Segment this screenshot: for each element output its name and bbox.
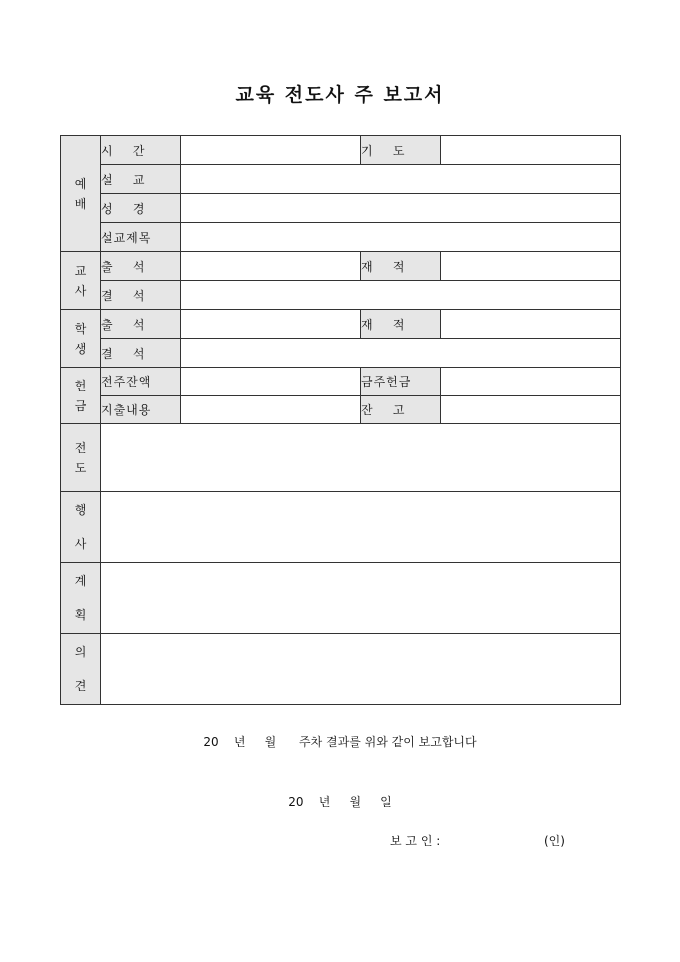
label-this-week-cash: 금주헌금 [361, 368, 441, 396]
label-scripture: 성 경 [101, 194, 181, 223]
row-scripture [61, 194, 621, 223]
label-teacher-absent: 결 석 [101, 281, 181, 310]
label-time: 시 간 [101, 136, 181, 165]
row-teacher-attend [61, 252, 621, 281]
balance-field[interactable] [441, 396, 621, 424]
sermon-title-field[interactable] [181, 223, 621, 252]
label-student-enrolled: 재 적 [361, 310, 441, 339]
label-prayer: 기 도 [361, 136, 441, 165]
row-expenses [61, 396, 621, 424]
prev-balance-field[interactable] [181, 368, 361, 396]
reporter-label: 보 고 인 : [390, 834, 441, 848]
section-opinion: 의 견 [61, 634, 101, 705]
label-teacher-enrolled: 재 적 [361, 252, 441, 281]
teacher-enrolled-field[interactable] [441, 252, 621, 281]
label-student-attend: 출 석 [101, 310, 181, 339]
student-enrolled-field[interactable] [441, 310, 621, 339]
teacher-absent-field[interactable] [181, 281, 621, 310]
row-student-attend [61, 310, 621, 339]
report-statement: 20 년 월 주차 결과를 위와 같이 보고합니다 [203, 735, 477, 749]
row-evangelism [61, 424, 621, 492]
teacher-attend-field[interactable] [181, 252, 361, 281]
this-week-cash-field[interactable] [441, 368, 621, 396]
label-sermon-title: 설교제목 [101, 223, 181, 252]
sermon-field[interactable] [181, 165, 621, 194]
label-balance: 잔 고 [361, 396, 441, 424]
section-student: 학 생 [61, 310, 101, 368]
label-prev-balance: 전주잔액 [101, 368, 181, 396]
report-date: 20 년 월 일 [288, 795, 392, 809]
label-sermon: 설 교 [101, 165, 181, 194]
row-sermon [61, 165, 621, 194]
scripture-field[interactable] [181, 194, 621, 223]
label-student-absent: 결 석 [101, 339, 181, 368]
plan-field[interactable] [101, 563, 621, 634]
student-absent-field[interactable] [181, 339, 621, 368]
events-field[interactable] [101, 492, 621, 563]
prayer-field[interactable] [441, 136, 621, 165]
row-student-absent [61, 339, 621, 368]
label-teacher-attend: 출 석 [101, 252, 181, 281]
section-teacher: 교 사 [61, 252, 101, 310]
row-events [61, 492, 621, 563]
time-field[interactable] [181, 136, 361, 165]
report-form-table [60, 135, 621, 705]
label-expenses: 지출내용 [101, 396, 181, 424]
section-worship: 예 배 [61, 136, 101, 252]
section-events: 행 사 [61, 492, 101, 563]
page-title: 교육 전도사 주 보고서 [235, 84, 445, 106]
opinion-field[interactable] [101, 634, 621, 705]
row-teacher-absent [61, 281, 621, 310]
section-plan: 계 획 [61, 563, 101, 634]
expenses-field[interactable] [181, 396, 361, 424]
section-cash: 헌 금 [61, 368, 101, 424]
row-sermon-title [61, 223, 621, 252]
row-time [61, 136, 621, 165]
student-attend-field[interactable] [181, 310, 361, 339]
row-opinion [61, 634, 621, 705]
row-prev-balance [61, 368, 621, 396]
seal-mark: (인) [544, 834, 565, 848]
evangelism-field[interactable] [101, 424, 621, 492]
section-evangelism: 전 도 [61, 424, 101, 492]
row-plan [61, 563, 621, 634]
